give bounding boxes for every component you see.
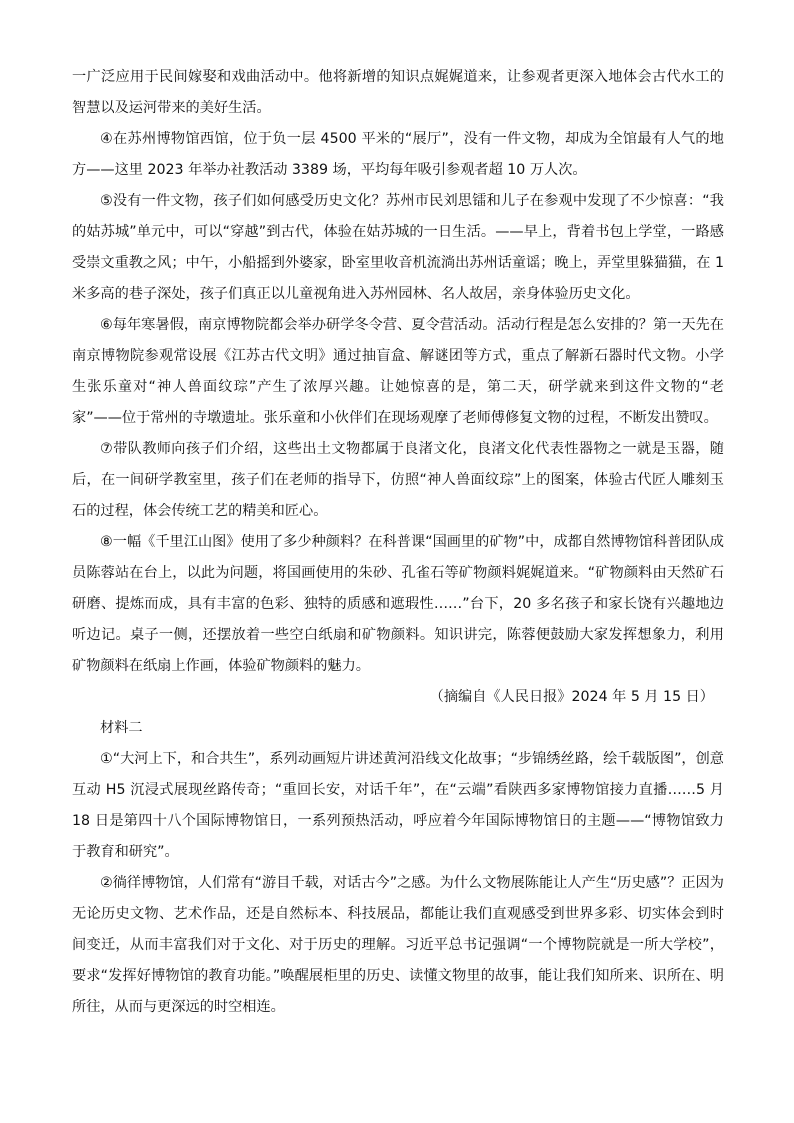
paragraph-6: ⑥每年寒暑假，南京博物院都会举办研学冬令营、夏令营活动。活动行程是怎么安排的？第一天先在南京博物院参观常设展《江苏古代文明》通过抽盲盒、解谜团等方式，重点了解新石器时代文物。小学生张乐童对“神人兽面纹琮”产生了浓厚兴趣。让她惊喜的是，第二天，研学就来到这件文物的“老家”——位于常州的寺墩遗址。张乐童和小伙伴们在现场观摩了老师傅修复文物的过程，不断发出赞叹。 [72,317,724,426]
material-two-paragraph-2: ②徜徉博物馆，人们常有“游目千载，对话古今”之感。为什么文物展陈能让人产生“历史感”？正因为无论历史文物、艺术作品，还是自然标本、科技展品，都能让我们直观感受到世界多彩、切实体会到时间变迁，从而丰富我们对于文化、对于历史的理解。习近平总书记强调“一个博物院就是一所大学校”，要求“发挥好博物馆的教育功能。”唤醒展柜里的历史、读懂文物里的故事，能让我们知所来、识所在、明所往，从而与更深远的时空相连。 [72,875,724,1015]
document-body [72,62,724,1023]
paragraph-4: ④在苏州博物馆西馆，位于负一层 4500 平米的“展厅”，没有一件文物，却成为全馆最有人气的地方——这里 2023 年举办社教活动 3389 场，平均每年吸引参观者超 10 万人次。 [72,131,724,178]
material-two-paragraph-1: ①“大河上下，和合共生”，系列动画短片讲述黄河沿线文化故事；“步锦绣丝路，绘千载版图”，创意互动 H5 沉浸式展现丝路传奇；“重回长安，对话千年”，在“云端”看陕西多家博物馆接力直播……5 月 18 日是第四十八个国际博物馆日，一系列预热活动，呼应着今年国际博物馆日的主题——“博物馆致力于教育和研究”。 [72,751,724,860]
material-two-heading: 材料二 [100,720,143,736]
paragraph-continuation: 一广泛应用于民间嫁娶和戏曲活动中。他将新增的知识点娓娓道来，让参观者更深入地体会古代水工的智慧以及运河带来的美好生活。 [72,69,724,116]
paragraph-5: ⑤没有一件文物，孩子们如何感受历史文化？苏州市民刘思镭和儿子在参观中发现了不少惊喜：“我的姑苏城”单元中，可以“穿越”到古代，体验在姑苏城的一日生活。——早上，背着书包上学堂，一路感受崇文重教之风；中午，小船摇到外婆家，卧室里收音机流淌出苏州话童谣；晚上，弄堂里躲猫猫，在 1 米多高的巷子深处，孩子们真正以儿童视角进入苏州园林、名人故居，亲身体验历史文化。 [72,193,724,302]
paragraph-7: ⑦带队教师向孩子们介绍，这些出土文物都属于良渚文化，良渚文化代表性器物之一就是玉器，随后，在一间研学教室里，孩子们在老师的指导下，仿照“神人兽面纹琮”上的图案，体验古代匠人雕刻玉石的过程，体会传统工艺的精美和匠心。 [72,441,724,519]
paragraph-8: ⑧一幅《千里江山图》使用了多少种颜料？在科普课“国画里的矿物”中，成都自然博物馆科普团队成员陈蓉站在台上，以此为问题，将国画使用的朱砂、孔雀石等矿物颜料娓娓道来。“矿物颜料由天然矿石研磨、提炼而成，具有丰富的色彩、独特的质感和遮瑕性……”台下，20 多名孩子和家长饶有兴趣地边听边记。桌子一侧，还摆放着一些空白纸扇和矿物颜料。知识讲完，陈蓉便鼓励大家发挥想象力，利用矿物颜料在纸扇上作画，体验矿物颜料的魅力。 [72,534,724,674]
source-citation: （摘编自《人民日报》2024 年 5 月 15 日） [429,689,714,705]
